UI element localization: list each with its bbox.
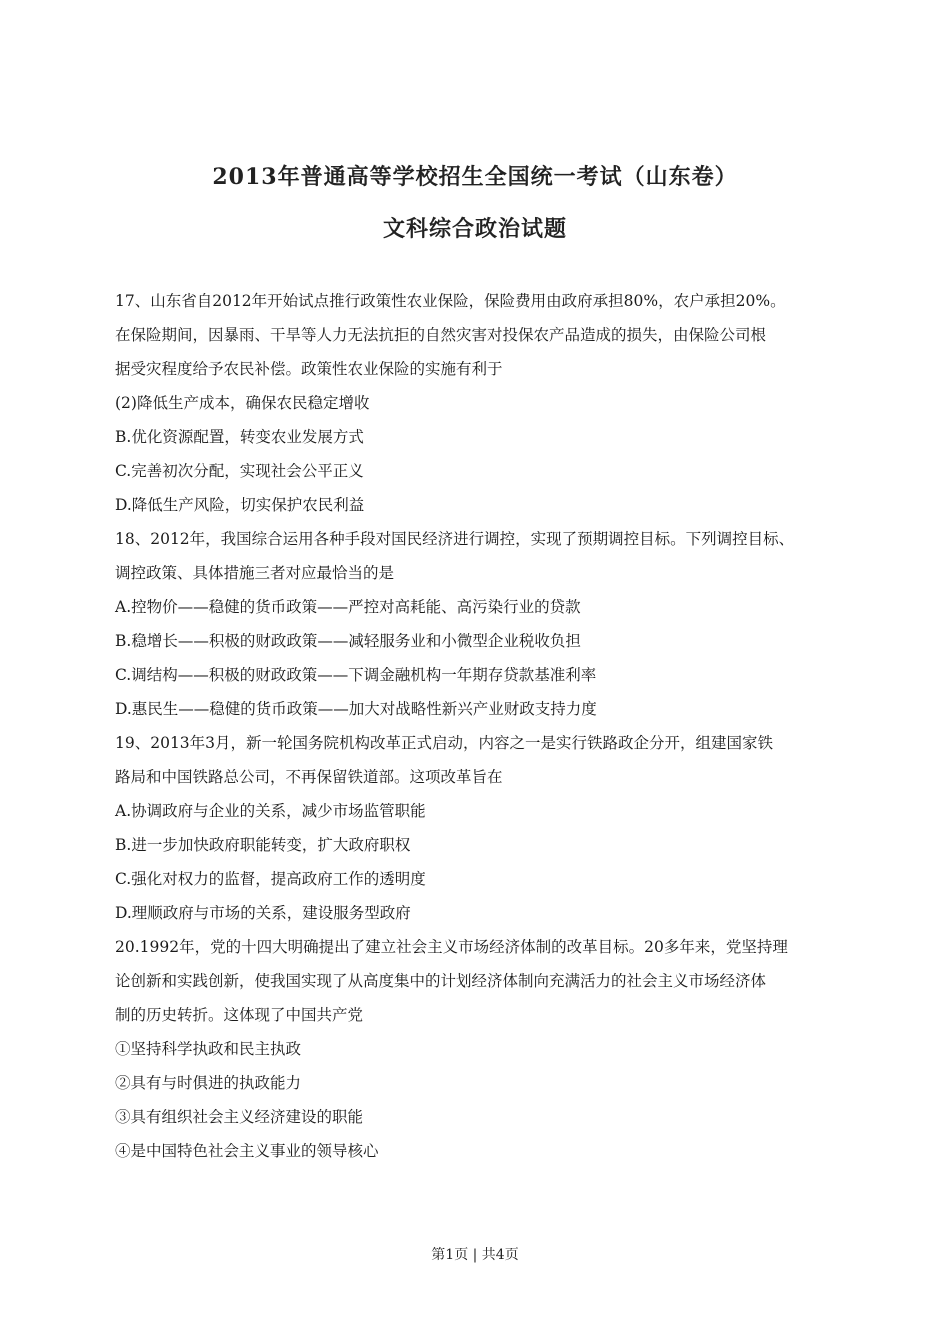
option-line: A.控物价——稳健的货币政策——严控对高耗能、高污染行业的贷款 (115, 598, 581, 616)
option-line: D.降低生产风险，切实保护农民利益 (115, 496, 365, 514)
option-line: ②具有与时俱进的执政能力 (115, 1074, 302, 1092)
option-line: B.优化资源配置，转变农业发展方式 (115, 428, 364, 446)
page-footer: 第1页 | 共4页 (431, 1247, 519, 1263)
text-line: 论创新和实践创新，使我国实现了从高度集中的计划经济体制向充满活力的社会主义市场经济体 (115, 972, 767, 990)
option-line: (2)降低生产成本，确保农民稳定增收 (115, 394, 370, 412)
option-line: C.强化对权力的监督，提高政府工作的透明度 (115, 870, 426, 888)
page-title: 2013年普通高等学校招生全国统一考试（山东卷） (212, 164, 738, 190)
text-line: 调控政策、具体措施三者对应最恰当的是 (115, 564, 395, 582)
option-line: ①坚持科学执政和民主执政 (115, 1040, 302, 1058)
question-body (115, 284, 845, 1168)
text-line: 19、2013年3月，新一轮国务院机构改革正式启动，内容之一是实行铁路政企分开，组建国家铁 (115, 734, 774, 752)
text-line: 在保险期间，因暴雨、干旱等人力无法抗拒的自然灾害对投保农产品造成的损失，由保险公司根 (115, 326, 767, 344)
option-line: D.惠民生——稳健的货币政策——加大对战略性新兴产业财政支持力度 (115, 700, 597, 718)
text-line: 17、山东省自2012年开始试点推行政策性农业保险，保险费用由政府承担80%，农户承担20%。 (115, 292, 786, 310)
page-subtitle: 文科综合政治试题 (382, 216, 567, 242)
option-line: C.调结构——积极的财政政策——下调金融机构一年期存贷款基准利率 (115, 666, 597, 684)
text-line: 路局和中国铁路总公司，不再保留铁道部。这项改革旨在 (115, 768, 503, 786)
option-line: B.进一步加快政府职能转变，扩大政府职权 (115, 836, 411, 854)
option-line: ④是中国特色社会主义事业的领导核心 (115, 1142, 379, 1160)
text-line: 制的历史转折。这体现了中国共产党 (115, 1006, 364, 1024)
option-line: D.理顺政府与市场的关系，建设服务型政府 (115, 904, 411, 922)
text-line: 20.1992年，党的十四大明确提出了建立社会主义市场经济体制的改革目标。20多年来，党坚持理 (115, 938, 788, 956)
option-line: ③具有组织社会主义经济建设的职能 (115, 1108, 364, 1126)
text-line: 18、2012年，我国综合运用各种手段对国民经济进行调控，实现了预期调控目标。下列调控目标、 (115, 530, 795, 548)
option-line: A.协调政府与企业的关系，减少市场监管职能 (115, 802, 426, 820)
option-line: C.完善初次分配，实现社会公平正义 (115, 462, 364, 480)
text-line: 据受灾程度给予农民补偿。政策性农业保险的实施有利于 (115, 360, 503, 378)
option-line: B.稳增长——积极的财政政策——减轻服务业和小微型企业税收负担 (115, 632, 581, 650)
